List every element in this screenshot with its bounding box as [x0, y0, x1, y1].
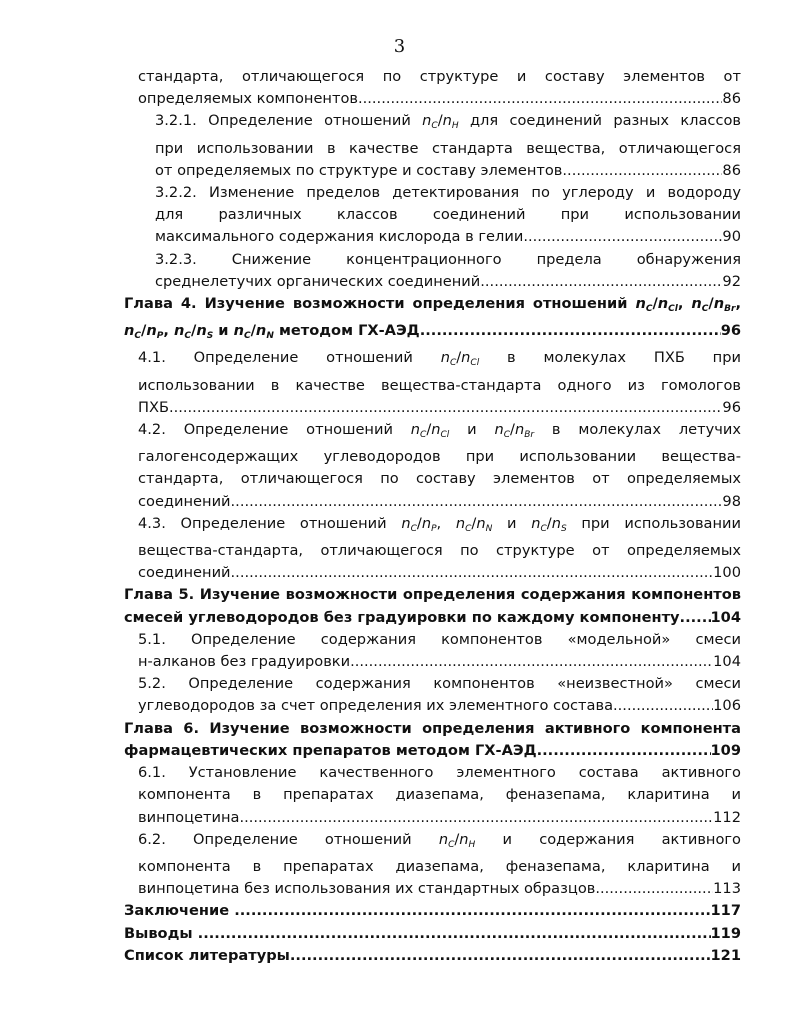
- toc-entry-line: 5.1. Определение содержания компонентов «модельной» смеси: [138, 630, 741, 648]
- toc-page-number: 113: [713, 880, 741, 898]
- toc-entry-title-end: ПХБ: [138, 398, 169, 416]
- dot-leader: [169, 397, 722, 419]
- toc-entry-line: использовании в качестве вещества-стандарта одного из гомологов: [138, 376, 741, 394]
- table-of-contents: [124, 66, 741, 967]
- dot-leader: [680, 607, 711, 629]
- toc-entry-title-end: соединений: [138, 492, 231, 510]
- toc-entry[interactable]: [124, 584, 741, 628]
- toc-page-number: 98: [722, 492, 741, 510]
- toc-entry-line: 3.2.3. Снижение концентрационного предела обнаружения: [155, 250, 741, 268]
- toc-entry-title-end: среднелетучих органических соединений: [155, 272, 481, 290]
- toc-page-number: 96: [722, 398, 741, 416]
- toc-entry[interactable]: [124, 249, 741, 293]
- toc-entry-title-end: от определяемых по структуре и составу элементов: [155, 161, 563, 179]
- toc-entry-title-end: соединений: [138, 564, 231, 582]
- toc-entry-title-end: Выводы: [124, 924, 198, 942]
- toc-entry[interactable]: [124, 110, 741, 182]
- toc-entry-title-end: Заключение: [124, 902, 235, 920]
- toc-entry[interactable]: [124, 762, 741, 829]
- toc-entry-title-end: фармацевтических препаратов методом ГХ-АЭД: [124, 741, 537, 759]
- dot-leader: [613, 695, 713, 717]
- toc-page-number: 109: [710, 741, 741, 759]
- toc-entry-title-end: н-алканов без градуировки: [138, 653, 351, 671]
- toc-entry-line: 5.2. Определение содержания компонентов «неизвестной» смеси: [138, 675, 741, 693]
- toc-entry[interactable]: [124, 945, 741, 967]
- toc-entry-title-end: углеводородов за счет определения их элементного состава: [138, 697, 614, 715]
- toc-entry-title-end: Список литературы: [124, 946, 290, 964]
- toc-entry-line: Глава 6. Изучение возможности определения активного компонента: [124, 719, 741, 737]
- toc-page-number: 96: [720, 322, 741, 340]
- toc-entry-line: 4.2. Определение отношений $n_C/n_{Cl}$ и $n_C/n_{Br}$ в молекулах летучих: [138, 421, 741, 441]
- toc-entry-line: Глава 5. Изучение возможности определения содержания компонентов: [124, 586, 741, 604]
- toc-entry-title-end: винпоцетина без использования их стандартных образцов: [138, 880, 596, 898]
- dot-leader: [420, 320, 721, 347]
- toc-entry-title-end: максимального содержания кислорода в гелии: [155, 228, 524, 246]
- toc-page-number: 112: [713, 808, 741, 826]
- dot-leader: [231, 562, 714, 584]
- toc-entry[interactable]: [124, 718, 741, 762]
- dot-leader: [562, 160, 722, 182]
- toc-entry-title-end: смесей углеводородов без градуировки по каждому компоненту: [124, 608, 680, 626]
- toc-entry-line: 4.3. Определение отношений $n_C/n_P$, $n_C/n_N$ и $n_C/n_S$ при использовании: [138, 514, 741, 534]
- toc-entry[interactable]: [124, 182, 741, 249]
- toc-page-number: 86: [722, 161, 741, 179]
- toc-page-number: 86: [722, 90, 741, 108]
- toc-page-number: 106: [713, 697, 741, 715]
- dot-leader: [198, 923, 711, 945]
- toc-entry-line: компонента в препаратах диазепама, феназепама, кларитина и: [138, 786, 741, 804]
- dot-leader: [290, 945, 711, 967]
- toc-page-number: 117: [710, 902, 741, 920]
- toc-entry[interactable]: [124, 513, 741, 585]
- toc-entry-line: компонента в препаратах диазепама, феназепама, кларитина и: [138, 857, 741, 875]
- toc-entry[interactable]: [124, 293, 741, 347]
- toc-entry-title-end: винпоцетина: [138, 808, 240, 826]
- toc-entry-line: для различных классов соединений при использовании: [155, 206, 741, 224]
- toc-page-number: 90: [722, 228, 741, 246]
- toc-entry[interactable]: [124, 347, 741, 419]
- dot-leader: [350, 651, 713, 673]
- toc-entry-line: при использовании в качестве стандарта вещества, отличающегося: [155, 139, 741, 157]
- dot-leader: [234, 900, 710, 922]
- toc-entry-line: Глава 4. Изучение возможности определения отношений $n_C/n_{Cl}$, $n_C/n_{Br}$,: [124, 295, 741, 315]
- toc-entry-title-end: $n_C/n_P$, $n_C/n_S$ и $n_C/n_N$ методом ГХ-АЭД: [124, 322, 420, 342]
- toc-entry[interactable]: [124, 66, 741, 110]
- dot-leader: [523, 226, 722, 248]
- dot-leader: [239, 807, 713, 829]
- toc-entry-line: 6.1. Установление качественного элементного состава активного: [138, 764, 741, 782]
- dot-leader: [358, 88, 722, 110]
- toc-entry-line: 3.2.1. Определение отношений $n_C/n_H$ для соединений разных классов: [155, 112, 741, 132]
- toc-page-number: 121: [710, 946, 741, 964]
- toc-entry[interactable]: [124, 923, 741, 945]
- dot-leader: [537, 740, 711, 762]
- toc-page-number: 100: [713, 564, 741, 582]
- toc-page-number: 104: [713, 653, 741, 671]
- dot-leader: [595, 878, 713, 900]
- toc-entry[interactable]: [124, 629, 741, 673]
- toc-entry[interactable]: [124, 419, 741, 513]
- toc-entry-line: галогенсодержащих углеводородов при использовании вещества-: [138, 448, 741, 466]
- page-number: 3: [393, 36, 406, 57]
- toc-entry-title-end: определяемых компонентов: [138, 90, 358, 108]
- toc-entry-line: 4.1. Определение отношений $n_C/n_{Cl}$ в молекулах ПХБ при: [138, 349, 741, 369]
- toc-page-number: 104: [710, 608, 741, 626]
- toc-entry-line: 3.2.2. Изменение пределов детектирования по углероду и водороду: [155, 184, 741, 202]
- toc-entry[interactable]: [124, 673, 741, 717]
- toc-entry-line: 6.2. Определение отношений $n_C/n_H$ и содержания активного: [138, 830, 741, 850]
- toc-entry-line: стандарта, отличающегося по составу элементов от определяемых: [138, 470, 741, 488]
- toc-entry[interactable]: [124, 829, 741, 901]
- toc-entry[interactable]: [124, 900, 741, 922]
- dot-leader: [231, 491, 723, 513]
- toc-page-number: 92: [722, 272, 741, 290]
- dot-leader: [480, 271, 722, 293]
- toc-page-number: 119: [710, 924, 741, 942]
- toc-entry-line: стандарта, отличающегося по структуре и составу элементов от: [138, 68, 741, 85]
- toc-entry-line: вещества-стандарта, отличающегося по структуре от определяемых: [138, 542, 741, 560]
